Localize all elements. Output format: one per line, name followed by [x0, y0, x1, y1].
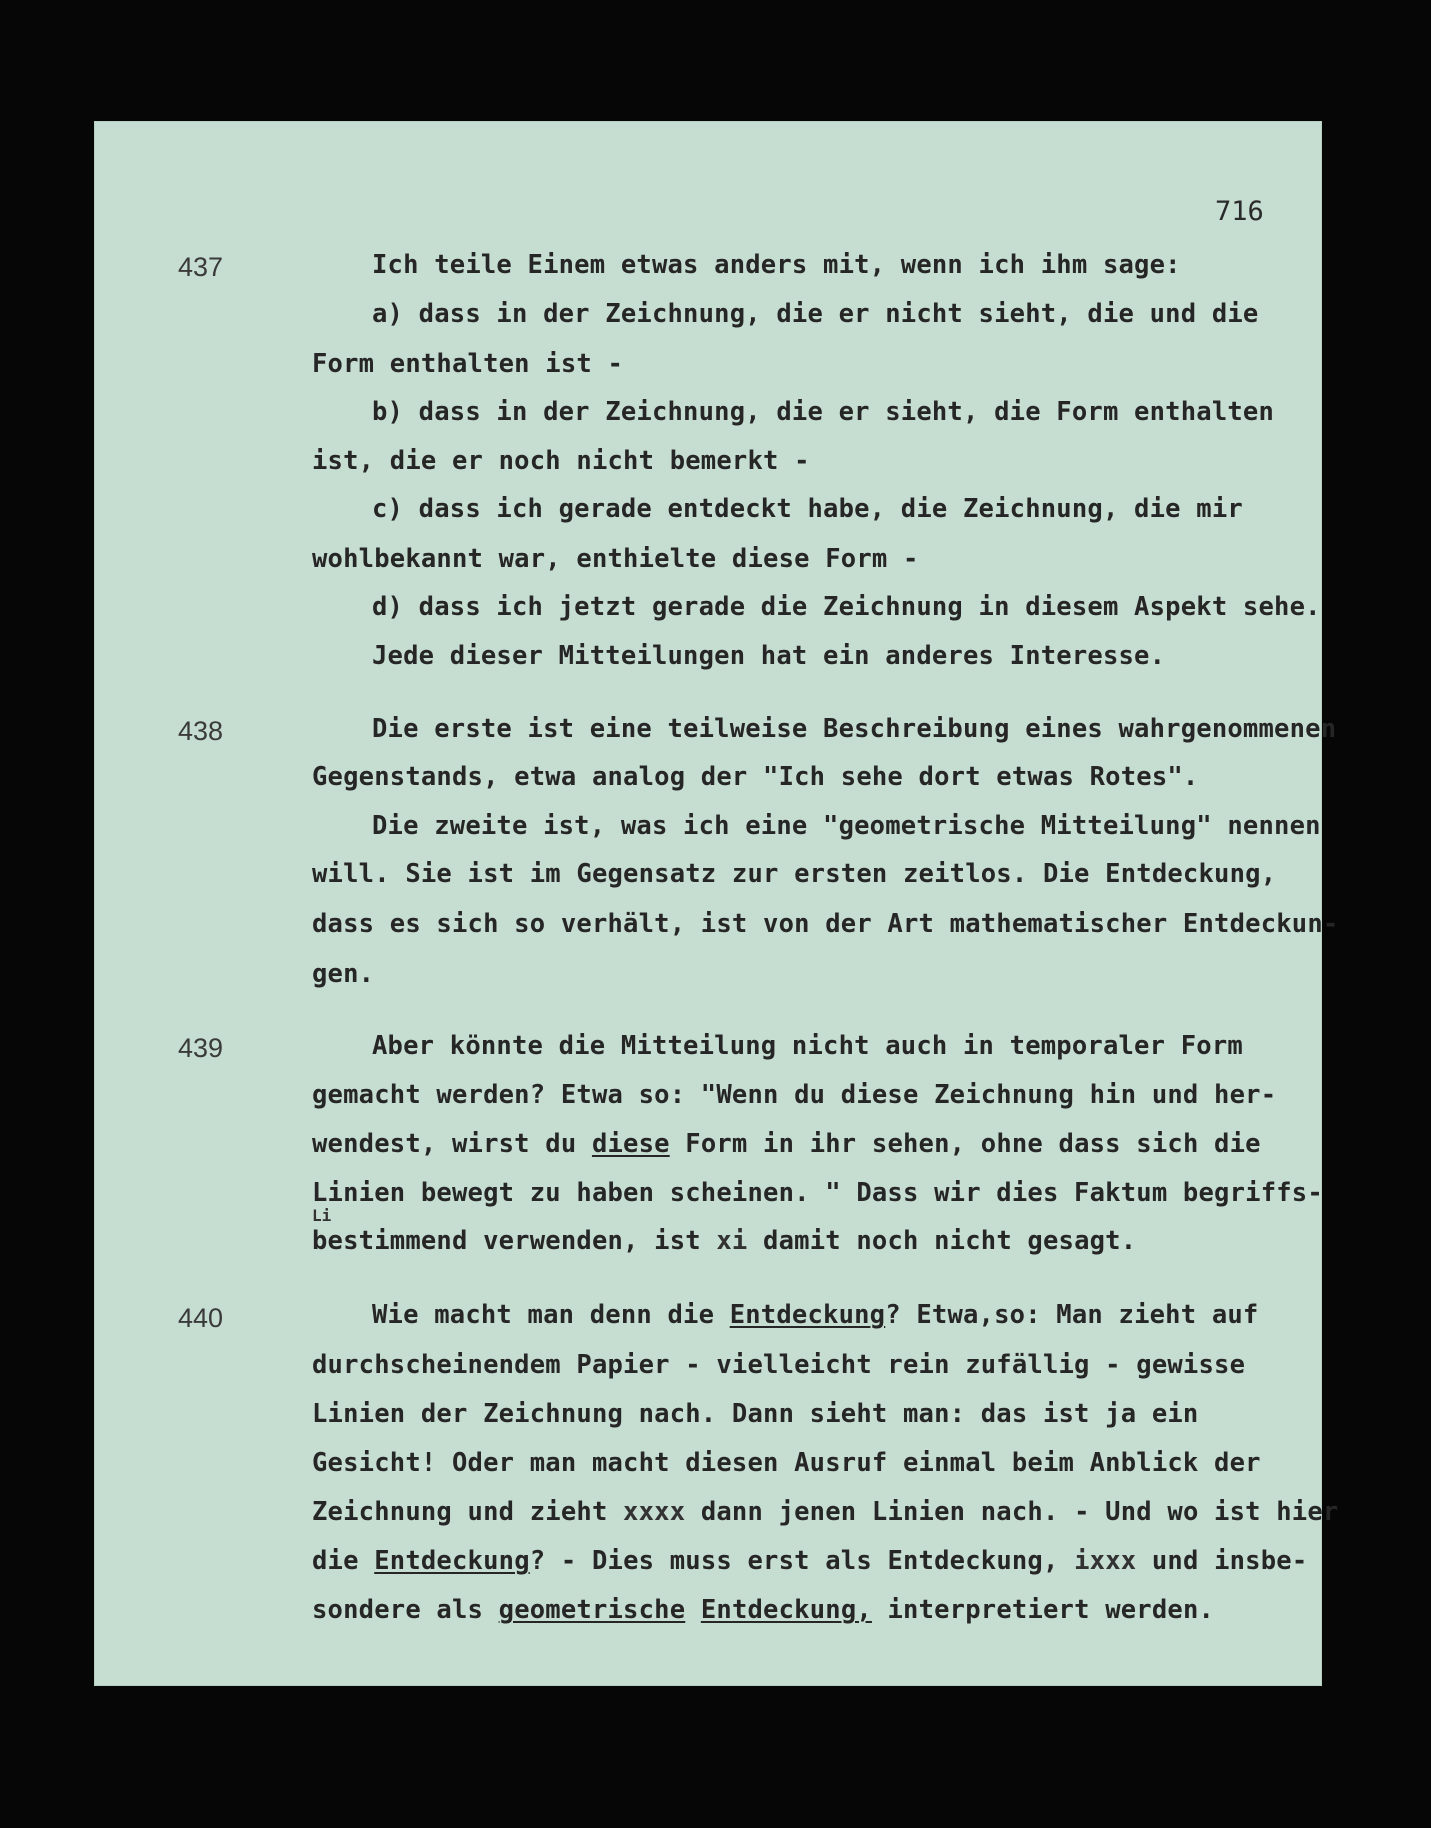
underlined-word: diese	[591, 1129, 670, 1159]
text-run: und insbe-	[1136, 1546, 1308, 1576]
text-line: b) dass in der Zeichnung, die er sieht, die Form enthalten	[372, 397, 1275, 427]
text-line: Linien bewegt zu haben scheinen. " Dass wir dies Faktum begriffs-	[312, 1178, 1323, 1208]
text-run: die	[312, 1546, 375, 1576]
text-line: Gesicht! Oder man macht diesen Ausruf einmal beim Anblick der	[312, 1448, 1261, 1478]
text-run: ? Etwa,so: Man zieht auf	[885, 1300, 1259, 1330]
text-line: c) dass ich gerade entdeckt habe, die Zeichnung, die mir	[372, 494, 1243, 524]
underlined-word: geometrische	[498, 1595, 686, 1625]
text-line: durchscheinendem Papier - vielleicht rein zufällig - gewisse	[312, 1350, 1246, 1380]
text-line: Form enthalten ist -	[312, 349, 624, 379]
underlined-word: Entdeckung,	[700, 1595, 872, 1625]
struck-out-text: ixxx	[1074, 1546, 1137, 1576]
struck-out-text: xxxx	[623, 1497, 686, 1527]
text-line: will. Sie ist im Gegensatz zur ersten zeitlos. Die Entdeckung,	[312, 859, 1277, 889]
text-line: Linien der Zeichnung nach. Dann sieht man: das ist ja ein	[312, 1399, 1199, 1429]
struck-out-text: xi	[716, 1226, 748, 1256]
paragraph-number-440: 440	[178, 1303, 224, 1333]
text-run: Form in ihr sehen, ohne dass sich die	[669, 1129, 1261, 1159]
text-line	[372, 1300, 1259, 1330]
text-run: wendest, wirst du	[312, 1129, 592, 1159]
text-run: Zeichnung und zieht	[312, 1497, 624, 1527]
text-line: ist, die er noch nicht bemerkt -	[312, 446, 810, 476]
text-line	[312, 1497, 1338, 1527]
text-line: Ich teile Einem etwas anders mit, wenn ich ihm sage:	[372, 250, 1181, 280]
text-run: damit noch nicht gesagt.	[747, 1226, 1137, 1256]
paragraph-number-438: 438	[178, 716, 224, 746]
text-line: a) dass in der Zeichnung, die er nicht sieht, die und die	[372, 299, 1259, 329]
text-line: gen.	[312, 959, 375, 989]
text-run: interpretiert werden.	[871, 1595, 1215, 1625]
text-line: gemacht werden? Etwa so: "Wenn du diese Zeichnung hin und her-	[312, 1080, 1277, 1110]
text-run: ? - Dies muss erst als Entdeckung,	[529, 1546, 1075, 1576]
text-run: bestimmend verwenden, ist	[312, 1226, 717, 1256]
text-run	[685, 1595, 701, 1625]
text-line: Die erste ist eine teilweise Beschreibung eines wahrgenommenen	[372, 714, 1337, 744]
text-line: wohlbekannt war, enthielte diese Form -	[312, 544, 919, 574]
underlined-word: Entdeckung	[729, 1300, 886, 1330]
underlined-word: Entdeckung	[374, 1546, 530, 1576]
text-run: sondere als	[312, 1595, 499, 1625]
paragraph-number-437: 437	[178, 252, 224, 282]
text-line	[312, 1129, 1261, 1159]
text-line: Jede dieser Mitteilungen hat ein anderes Interesse.	[372, 641, 1166, 671]
page-number: 716	[1215, 196, 1264, 227]
text-line: d) dass ich jetzt gerade die Zeichnung in diesem Aspekt sehe.	[372, 592, 1321, 622]
text-line: Gegenstands, etwa analog der "Ich sehe dort etwas Rotes".	[312, 762, 1199, 792]
text-line	[312, 1226, 1136, 1256]
text-line: dass es sich so verhält, ist von der Art mathematischer Entdeckun-	[312, 909, 1339, 939]
overtyped-correction: Li	[312, 1206, 332, 1225]
paragraph-number-439: 439	[178, 1033, 224, 1063]
text-line	[312, 1546, 1307, 1576]
text-run: dann jenen Linien nach. - Und wo ist hier	[685, 1497, 1339, 1527]
text-line	[312, 1595, 1214, 1625]
text-line: Die zweite ist, was ich eine "geometrische Mitteilung" nennen	[372, 811, 1321, 841]
text-line: Aber könnte die Mitteilung nicht auch in temporaler Form	[372, 1031, 1243, 1061]
text-run: Wie macht man denn die	[372, 1300, 730, 1330]
